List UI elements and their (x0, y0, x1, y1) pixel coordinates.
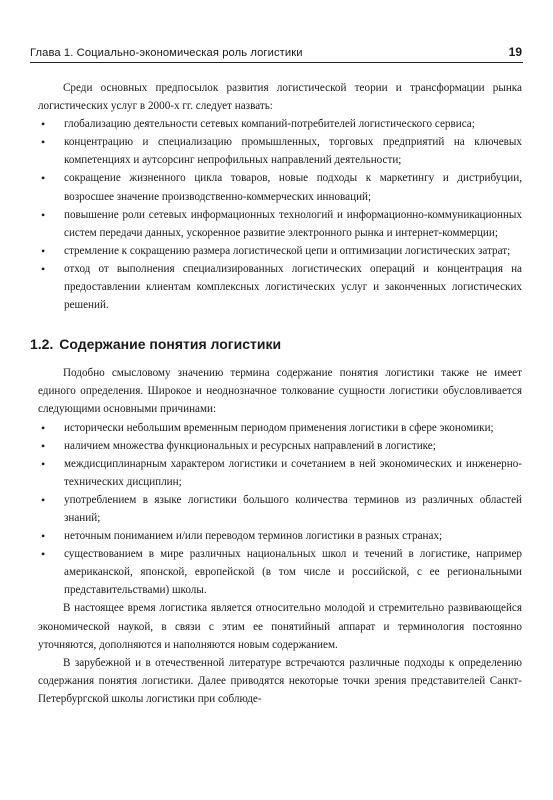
list-item: • глобализацию деятельности сетевых компаний-потребителей логистического сервиса; (38, 115, 522, 133)
list-item: • исторически небольшим временным периодом применения логистики в сфере экономики; (38, 419, 522, 437)
list-item: • сокращение жизненного цикла товаров, новые подходы к маркетингу и дистрибуции, возросшее значение производственно-коммерческих инноваций; (38, 169, 522, 205)
list-item: • стремление к сокращению размера логистической цепи и оптимизации логистических затрат; (38, 242, 522, 260)
section-title: Содержание понятия логистики (59, 336, 282, 353)
list-item: • концентрацию и специализацию промышленных, торговых предприятий на ключевых компетенциях и аутсорсинг непрофильных направлений деятельности; (38, 133, 522, 169)
reasons-list (38, 419, 522, 600)
intro-paragraph: Среди основных предпосылок развития логистической теории и трансформации рынка логистических услуг в 2000-х гг. следует назвать: (38, 82, 522, 113)
prerequisites-list (38, 115, 522, 314)
paragraph: Подобно смысловому значению термина содержание понятия логистики также не имеет единого определения. Широкое и неоднозначное толкование сущности логистики обусловливается следующими основными причинами: (38, 367, 522, 416)
list-item: • наличием множества функциональных и ресурсных направлений в логистике; (38, 437, 522, 455)
page-body (30, 79, 522, 708)
list-item: • употреблением в языке логистики большого количества терминов из различных областей знаний; (38, 491, 522, 527)
section-number: 1.2. (30, 336, 54, 353)
paragraph: В зарубежной и в отечественной литературе встречаются различные подходы к определению содержания понятия логистики. Далее приводятся некоторые точки зрения представителей Санкт-Петербургской школы логистики при соблюде- (38, 656, 522, 705)
list-item: • существованием в мире различных национальных школ и течений в логистике, например американской, японской, европейской (в том числе и российской, с ее региональными представительствами) школы. (38, 545, 522, 599)
list-item: • неточным пониманием и/или переводом терминов логистики в разных странах; (38, 527, 522, 545)
list-item: • повышение роли сетевых информационных технологий и информационно-коммуникационных систем передачи данных, ускоренное развитие электронного рынка и интернет-коммерции; (38, 206, 522, 242)
paragraph: В настоящее время логистика является относительно молодой и стремительно развивающейся экономической наукой, в связи с этим ее понятийный аппарат и терминология постоянно уточняются, дополняются и наполняются новым содержанием. (38, 602, 522, 651)
page-number: 19 (508, 45, 522, 59)
list-item: • отход от выполнения специализированных логистических операций и концентрация на предоставлении клиентам комплексных логистических услуг и законченных логистических решений. (38, 260, 522, 314)
chapter-title: Глава 1. Социально-экономическая роль логистики (30, 47, 303, 59)
running-header (30, 38, 523, 63)
section-heading (30, 335, 522, 353)
list-item: • междисциплинарным характером логистики и сочетанием в ней экономических и инженерно-технических дисциплин; (38, 455, 522, 491)
